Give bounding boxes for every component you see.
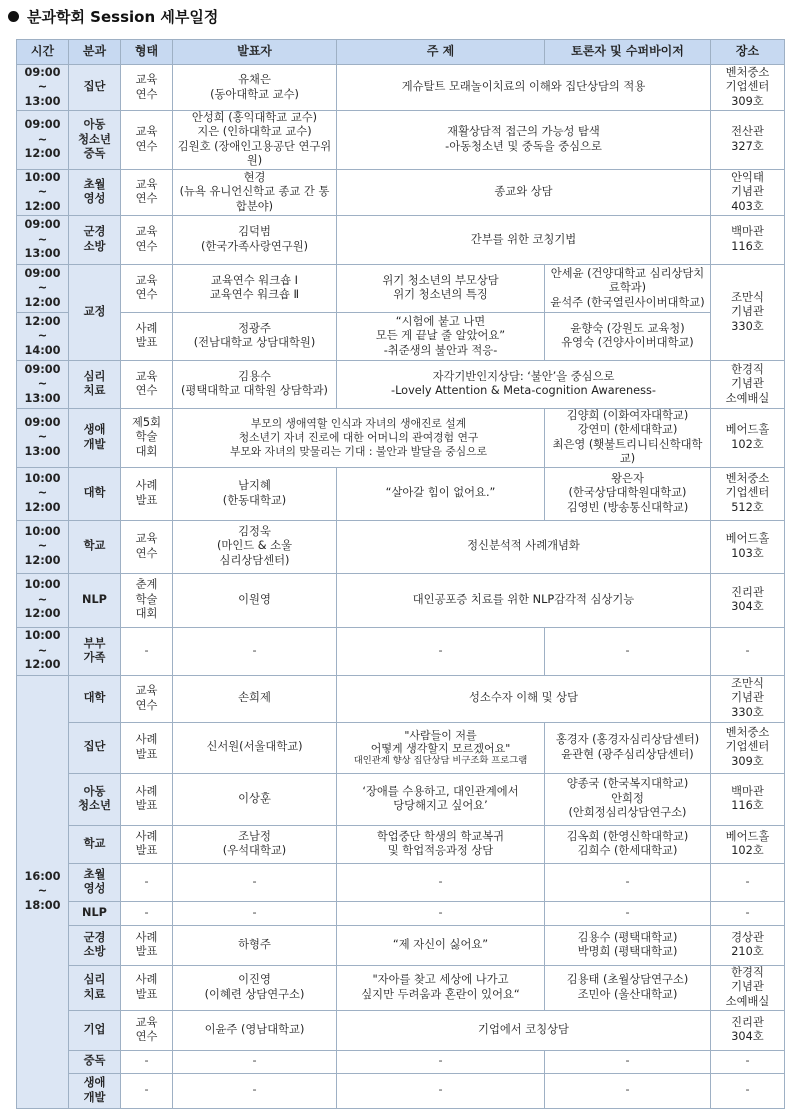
table-row xyxy=(17,215,785,264)
table-row xyxy=(17,925,785,965)
place-cell: 벤처중소 기업센터 309호 xyxy=(711,65,785,111)
topic-cell: “살아갈 힘이 없어요.” xyxy=(337,467,545,520)
page-title xyxy=(8,6,218,27)
discussant-cell: - xyxy=(545,627,711,675)
place-cell: 백마관 116호 xyxy=(711,215,785,264)
table-row xyxy=(17,111,785,170)
table-row xyxy=(17,264,785,312)
topic-cell: 간부를 위한 코칭기법 xyxy=(337,215,711,264)
topic-cell: - xyxy=(337,863,545,901)
field-cell: 심리 치료 xyxy=(69,360,121,408)
form-cell: 교육 연수 xyxy=(121,111,173,170)
table-row xyxy=(17,722,785,773)
topic-cell: 학업중단 학생의 학교복귀 및 학업적응과정 상담 xyxy=(337,825,545,863)
form-cell: 교육 연수 xyxy=(121,65,173,111)
discussant-cell: - xyxy=(545,863,711,901)
place-cell: 진리관 304호 xyxy=(711,573,785,627)
topic-sub: 대인관계 향상 집단상담 비구조화 프로그램 xyxy=(353,755,528,766)
table-row xyxy=(17,312,785,360)
presenter-cell: 이진영 (이혜련 상담연구소) xyxy=(173,965,337,1010)
header-topic: 주 제 xyxy=(337,40,545,65)
bullet-icon xyxy=(8,11,19,22)
field-cell: 학교 xyxy=(69,520,121,573)
form-cell: - xyxy=(121,901,173,925)
field-cell: 아동 청소년 중독 xyxy=(69,111,121,170)
header-field: 분과 xyxy=(69,40,121,65)
header-discussant: 토론자 및 수퍼바이저 xyxy=(545,40,711,65)
place-cell: - xyxy=(711,863,785,901)
field-cell: 군경 소방 xyxy=(69,215,121,264)
presenter-cell: 이상훈 xyxy=(173,773,337,825)
form-cell: 교육 연수 xyxy=(121,215,173,264)
table-row xyxy=(17,965,785,1010)
page-title-text: 분과학회 Session 세부일정 xyxy=(27,8,219,26)
discussant-cell: 왕은자 (한국상담대학원대학교) 김영빈 (방송통신대학교) xyxy=(545,467,711,520)
place-cell: 베어드홀 102호 xyxy=(711,408,785,467)
table-row xyxy=(17,773,785,825)
place-cell: 백마관 116호 xyxy=(711,773,785,825)
topic-cell: “제 자신이 싫어요” xyxy=(337,925,545,965)
time-cell: 12:00 ~ 14:00 xyxy=(17,312,69,360)
place-cell: - xyxy=(711,627,785,675)
topic-cell: 기업에서 코칭상담 xyxy=(337,1010,711,1050)
form-cell: - xyxy=(121,863,173,901)
place-cell: 진리관 304호 xyxy=(711,1010,785,1050)
table-row xyxy=(17,1010,785,1050)
presenter-cell: - xyxy=(173,901,337,925)
topic-cell: 대인공포증 치료를 위한 NLP감각적 심상기능 xyxy=(337,573,711,627)
time-cell: 09:00 ~ 12:00 xyxy=(17,111,69,170)
topic-cell: 자각기반인지상담: ‘불안’을 중심으로 -Lovely Attention & Meta-cognition Awareness- xyxy=(337,360,711,408)
place-cell: 베어드홀 103호 xyxy=(711,520,785,573)
discussant-cell: 안세윤 (건양대학교 심리상담치료학과) 윤석주 (한국열린사이버대학교) xyxy=(545,264,711,312)
table-row xyxy=(17,1073,785,1108)
time-cell: 09:00 ~ 12:00 xyxy=(17,264,69,312)
form-cell: 사례 발표 xyxy=(121,312,173,360)
time-cell: 10:00 ~ 12:00 xyxy=(17,467,69,520)
field-cell: 초월 영성 xyxy=(69,169,121,215)
place-cell: 한경직 기념관 소예배실 xyxy=(711,965,785,1010)
place-cell: 베어드홀 102호 xyxy=(711,825,785,863)
place-cell: 전산관 327호 xyxy=(711,111,785,170)
topic-cell: - xyxy=(337,1073,545,1108)
place-cell: - xyxy=(711,1050,785,1073)
header-form: 형태 xyxy=(121,40,173,65)
presenter-cell: 정광주 (전남대학교 상담대학원) xyxy=(173,312,337,360)
table-row xyxy=(17,169,785,215)
table-row xyxy=(17,1050,785,1073)
discussant-cell: - xyxy=(545,1073,711,1108)
presenter-cell: - xyxy=(173,1050,337,1073)
form-cell: 제5회 학술 대회 xyxy=(121,408,173,467)
time-cell: 10:00 ~ 12:00 xyxy=(17,627,69,675)
presenter-cell: - xyxy=(173,1073,337,1108)
presenter-cell: 안성희 (홍익대학교 교수) 지은 (인하대학교 교수) 김원호 (장애인고용공단 연구위원) xyxy=(173,111,337,170)
field-cell: 중독 xyxy=(69,1050,121,1073)
discussant-cell: 김양희 (이화여자대학교) 강연미 (한세대학교) 최은영 (횃불트리니티신학대학교) xyxy=(545,408,711,467)
discussant-cell: 윤향숙 (강원도 교육청) 유영숙 (건양사이버대학교) xyxy=(545,312,711,360)
presenter-cell: 김정욱 (마인드 & 소울 심리상담센터) xyxy=(173,520,337,573)
field-cell: 생애 개발 xyxy=(69,408,121,467)
field-cell: 부부 가족 xyxy=(69,627,121,675)
field-cell: 기업 xyxy=(69,1010,121,1050)
topic-cell: “시험에 붙고 나면 모든 게 끝날 줄 알았어요” -취준생의 불안과 적응- xyxy=(337,312,545,360)
form-cell: 사례 발표 xyxy=(121,925,173,965)
place-cell: 벤처중소 기업센터 309호 xyxy=(711,722,785,773)
presenter-cell: 김덕범 (한국가족사랑연구원) xyxy=(173,215,337,264)
field-cell: 학교 xyxy=(69,825,121,863)
form-cell: 사례 발표 xyxy=(121,722,173,773)
field-cell: 아동 청소년 xyxy=(69,773,121,825)
topic-cell: - xyxy=(337,1050,545,1073)
topic-cell: - xyxy=(337,627,545,675)
field-cell: 대학 xyxy=(69,467,121,520)
presenter-cell: 남지혜 (한동대학교) xyxy=(173,467,337,520)
discussant-cell: 김용수 (평택대학교) 박명희 (평택대학교) xyxy=(545,925,711,965)
field-cell: 군경 소방 xyxy=(69,925,121,965)
table-row xyxy=(17,863,785,901)
presenter-cell: 유채은 (동아대학교 교수) xyxy=(173,65,337,111)
table-row xyxy=(17,360,785,408)
field-cell: 집단 xyxy=(69,65,121,111)
presenter-cell: 이윤주 (영남대학교) xyxy=(173,1010,337,1050)
topic-cell: 부모의 생애역할 인식과 자녀의 생애진로 설계 청소년기 자녀 진로에 대한 어머니의 관여경험 연구 부모와 자녀의 맞물리는 기대 : 불안과 발달을 중심으로 xyxy=(173,408,545,467)
table-header-row xyxy=(17,40,785,65)
time-cell: 16:00 ~ 18:00 xyxy=(17,675,69,1108)
table-row xyxy=(17,408,785,467)
topic-cell xyxy=(337,722,545,773)
field-cell: 집단 xyxy=(69,722,121,773)
form-cell: 교육 연수 xyxy=(121,675,173,722)
field-cell: NLP xyxy=(69,901,121,925)
form-cell: 사례 발표 xyxy=(121,467,173,520)
field-cell: NLP xyxy=(69,573,121,627)
form-cell: 춘계 학술 대회 xyxy=(121,573,173,627)
table-row xyxy=(17,65,785,111)
discussant-cell: 양종국 (한국복지대학교) 안희정 (안희정심리상담연구소) xyxy=(545,773,711,825)
discussant-cell: - xyxy=(545,1050,711,1073)
header-place: 장소 xyxy=(711,40,785,65)
field-cell: 대학 xyxy=(69,675,121,722)
form-cell: 사례 발표 xyxy=(121,825,173,863)
field-cell: 생애 개발 xyxy=(69,1073,121,1108)
table-row xyxy=(17,627,785,675)
place-cell: 조만식 기념관 330호 xyxy=(711,675,785,722)
presenter-cell: 이원영 xyxy=(173,573,337,627)
topic-cell: "자아를 찾고 세상에 나가고 싶지만 두려움과 혼란이 있어요“ xyxy=(337,965,545,1010)
table-row xyxy=(17,901,785,925)
session-schedule-table xyxy=(16,39,785,1109)
table-row xyxy=(17,467,785,520)
topic-cell: 위기 청소년의 부모상담 위기 청소년의 특징 xyxy=(337,264,545,312)
time-cell: 09:00 ~ 13:00 xyxy=(17,65,69,111)
topic-cell: ‘장애를 수용하고, 대인관계에서 당당해지고 싶어요’ xyxy=(337,773,545,825)
time-cell: 09:00 ~ 13:00 xyxy=(17,360,69,408)
field-cell: 교정 xyxy=(69,264,121,360)
form-cell: - xyxy=(121,1050,173,1073)
field-cell: 초월 영성 xyxy=(69,863,121,901)
topic-cell: - xyxy=(337,901,545,925)
table-row xyxy=(17,675,785,722)
form-cell: 교육 연수 xyxy=(121,520,173,573)
presenter-cell: 현경 (뉴욕 유니언신학교 종교 간 통합분야) xyxy=(173,169,337,215)
form-cell: - xyxy=(121,1073,173,1108)
form-cell: - xyxy=(121,627,173,675)
time-cell: 10:00 ~ 12:00 xyxy=(17,169,69,215)
presenter-cell: - xyxy=(173,627,337,675)
presenter-cell: 교육연수 워크숍 Ⅰ 교육연수 워크숍 Ⅱ xyxy=(173,264,337,312)
form-cell: 교육 연수 xyxy=(121,360,173,408)
form-cell: 교육 연수 xyxy=(121,169,173,215)
discussant-cell: 김옥희 (한영신학대학교) 김희수 (한세대학교) xyxy=(545,825,711,863)
topic-cell: 정신분석적 사례개념화 xyxy=(337,520,711,573)
presenter-cell: 신서원(서울대학교) xyxy=(173,722,337,773)
table-row xyxy=(17,573,785,627)
topic-main: "사람들이 저를 어떻게 생각할지 모르겠어요" xyxy=(370,728,511,755)
topic-cell: 게슈탈트 모래놀이치료의 이해와 집단상담의 적용 xyxy=(337,65,711,111)
table-row xyxy=(17,520,785,573)
form-cell: 교육 연수 xyxy=(121,1010,173,1050)
place-cell: - xyxy=(711,1073,785,1108)
discussant-cell: 김용태 (초월상담연구소) 조민아 (울산대학교) xyxy=(545,965,711,1010)
time-cell: 10:00 ~ 12:00 xyxy=(17,520,69,573)
presenter-cell: 손희제 xyxy=(173,675,337,722)
time-cell: 10:00 ~ 12:00 xyxy=(17,573,69,627)
time-cell: 09:00 ~ 13:00 xyxy=(17,215,69,264)
form-cell: 교육 연수 xyxy=(121,264,173,312)
place-cell: 벤처중소 기업센터 512호 xyxy=(711,467,785,520)
topic-cell: 성소수자 이해 및 상담 xyxy=(337,675,711,722)
presenter-cell: 하형주 xyxy=(173,925,337,965)
field-cell: 심리 치료 xyxy=(69,965,121,1010)
form-cell: 사례 발표 xyxy=(121,965,173,1010)
form-cell: 사례 발표 xyxy=(121,773,173,825)
topic-cell: 종교와 상담 xyxy=(337,169,711,215)
discussant-cell: - xyxy=(545,901,711,925)
discussant-cell: 홍경자 (홍경자심리상담센터) 윤관현 (광주심리상담센터) xyxy=(545,722,711,773)
presenter-cell: 김용수 (평택대학교 대학원 상담학과) xyxy=(173,360,337,408)
place-cell: - xyxy=(711,901,785,925)
place-cell: 조만식 기념관 330호 xyxy=(711,264,785,360)
header-time: 시간 xyxy=(17,40,69,65)
table-row xyxy=(17,825,785,863)
topic-cell: 재활상담적 접근의 가능성 탐색 -아동청소년 및 중독을 중심으로 xyxy=(337,111,711,170)
place-cell: 안익태 기념관 403호 xyxy=(711,169,785,215)
presenter-cell: - xyxy=(173,863,337,901)
time-cell: 09:00 ~ 13:00 xyxy=(17,408,69,467)
place-cell: 한경직 기념관 소예배실 xyxy=(711,360,785,408)
place-cell: 경상관 210호 xyxy=(711,925,785,965)
header-presenter: 발표자 xyxy=(173,40,337,65)
presenter-cell: 조남정 (우석대학교) xyxy=(173,825,337,863)
